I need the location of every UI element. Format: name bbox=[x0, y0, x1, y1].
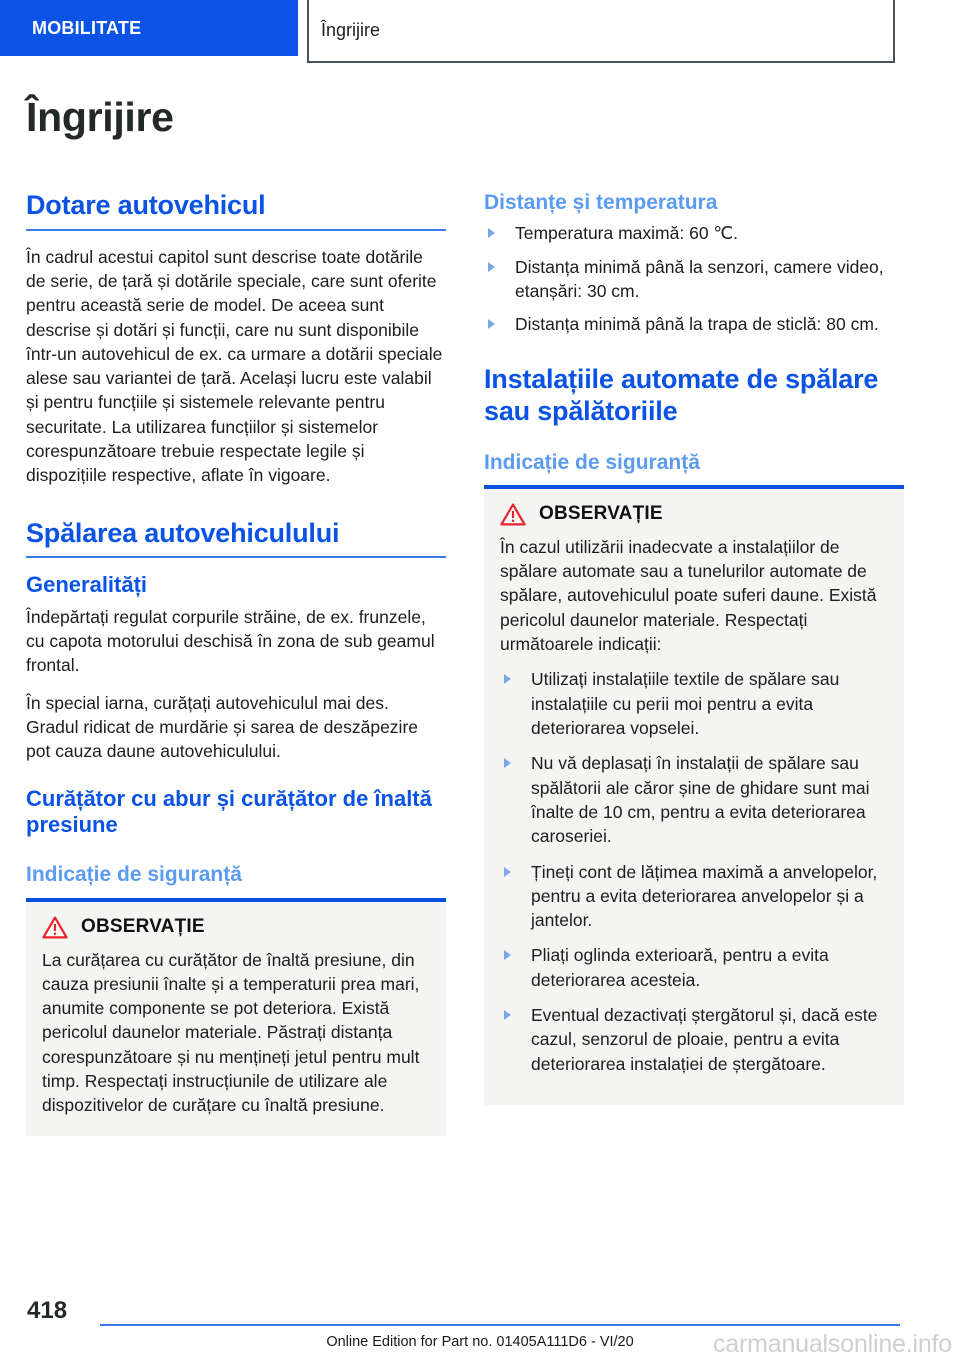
page-header bbox=[0, 0, 960, 64]
safety-heading-right: Indicație de siguranță bbox=[484, 450, 700, 474]
list-notice-instructions bbox=[500, 667, 888, 1076]
list-item bbox=[500, 1003, 888, 1076]
list-item-text: Utilizați instalațiile textile de spălare sau instalațiile cu perii moi pentru a evita deteriorarea vopselei. bbox=[531, 669, 840, 738]
heading-distante-si-temperatura: Distanțe și temperatura bbox=[484, 191, 718, 214]
triangle-bullet-icon bbox=[504, 674, 511, 684]
list-distante-temperatura bbox=[484, 221, 904, 336]
subheading-generalitati: Generalități bbox=[26, 572, 148, 598]
list-item-text: Pliați oglinda exterioară, pentru a evita deteriorarea acesteia. bbox=[531, 945, 829, 990]
warning-triangle-icon bbox=[500, 503, 526, 526]
subheading-curatator-abur: Curățător cu abur și curățător de înaltă presiune bbox=[26, 785, 432, 837]
heading-dotare-autovehicul: Dotare autovehicul bbox=[26, 190, 266, 220]
safety-heading-left: Indicație de siguranță bbox=[26, 863, 242, 887]
list-item bbox=[484, 255, 904, 304]
triangle-bullet-icon bbox=[488, 319, 495, 329]
page-number: 418 bbox=[27, 1297, 68, 1324]
paragraph-dotare-intro: În cadrul acestui capitol sunt descrise toate dotările de serie, de țară și dotările speciale, care sunt oferite pentru această serie de model. De aceea sunt descrise și dotări și funcții, care nu sunt disponibile într-un autovehicul de ex. ca urmare a dotării speciale alese sau variantei de țară. Același lucru este valabil și pentru funcțiile și sistemele relevante pentru securitate. La utilizarea funcțiilor și sistemelor corespunzătoare trebuie respectate legile și dispozițiile respective, aflate în vigoare. bbox=[26, 246, 443, 486]
paragraph-generalitati-2: În special iarna, curățați autovehiculul mai des. Gradul ridicat de murdărie și sarea de deszăpezire pot cauza daune autovehiculului. bbox=[26, 692, 418, 762]
list-item bbox=[500, 943, 888, 992]
heading-instalatiile-automate: Instalațiile automate de spălare sau spălătoriile bbox=[484, 364, 879, 427]
right-column bbox=[484, 190, 904, 1105]
list-item-text: Distanța minimă până la trapa de sticlă: 80 cm. bbox=[515, 314, 879, 335]
list-item bbox=[484, 221, 904, 245]
list-item-text: Temperatura maximă: 60 ℃. bbox=[515, 223, 738, 244]
triangle-bullet-icon bbox=[504, 758, 511, 768]
heading-rule bbox=[26, 229, 446, 231]
notice-title-right: OBSERVAȚIE bbox=[539, 503, 663, 525]
page-footer bbox=[0, 1282, 960, 1362]
list-item-text: Nu vă deplasați în instalații de spălare sau spălătorii ale căror șine de ghidare sunt mai înalte de 10 cm, pentru a evita deteriorarea caroseriei. bbox=[531, 753, 870, 847]
list-item bbox=[500, 667, 888, 740]
notice-header bbox=[500, 503, 888, 526]
paragraph-generalitati-1: Îndepărtați regulat corpurile străine, de ex. frunzele, cu capota motorului deschisă în zona de sub geamul frontal. bbox=[26, 606, 435, 676]
list-item-text: Distanța minimă până la senzori, camere video, etanșări: 30 cm. bbox=[515, 256, 884, 301]
triangle-bullet-icon bbox=[488, 228, 495, 238]
section-tab-label: Îngrijire bbox=[321, 20, 381, 40]
edition-note: Online Edition for Part no. 01405A111D6 - VI/20 bbox=[326, 1334, 634, 1350]
notice-box-right bbox=[484, 485, 904, 1105]
list-item bbox=[484, 312, 904, 336]
notice-body-left: La curățarea cu curățător de înaltă presiune, din cauza presiunii înalte și a temperaturii prea mari, anumite componente se pot deteriora. Există pericolul daunelor materiale. Păstrați distanța corespunzătoare și nu mențineți jetul pentru mult timp. Respectați instrucțiunile de utilizare ale dispozitivelor de curățare cu înaltă presiune. bbox=[42, 949, 420, 1116]
watermark: carmanualsonline.info bbox=[712, 1330, 952, 1358]
heading-rule bbox=[26, 556, 446, 558]
warning-triangle-icon bbox=[42, 916, 68, 939]
notice-header bbox=[42, 916, 430, 939]
list-item bbox=[500, 751, 888, 848]
list-item bbox=[500, 860, 888, 933]
triangle-bullet-icon bbox=[504, 1010, 511, 1020]
notice-body-right: În cazul utilizării inadecvate a instalațiilor de spălare automate sau a tunelurilor automate de spălare, autovehiculul poate suferi daune. Există pericolul daunelor materiale. Respectați următoarele indicații: bbox=[500, 536, 877, 655]
chapter-tab-label: MOBILITATE bbox=[32, 17, 142, 38]
footer-rule bbox=[100, 1324, 900, 1326]
triangle-bullet-icon bbox=[488, 262, 495, 272]
triangle-bullet-icon bbox=[504, 950, 511, 960]
triangle-bullet-icon bbox=[504, 867, 511, 877]
list-item-text: Țineți cont de lățimea maximă a anvelopelor, pentru a evita deteriorarea anvelopelor și a jantelor. bbox=[531, 861, 878, 931]
left-column bbox=[26, 190, 446, 1136]
heading-spalarea-autovehiculului: Spălarea autovehiculului bbox=[26, 517, 340, 548]
page-title: Îngrijire bbox=[26, 94, 174, 140]
list-item-text: Eventual dezactivați ștergătorul și, dacă este cazul, senzorul de ploaie, pentru a evita deteriorarea instalației de ștergătoare. bbox=[531, 1005, 878, 1074]
notice-title-left: OBSERVAȚIE bbox=[81, 916, 205, 938]
section-tab[interactable] bbox=[307, 0, 895, 63]
notice-box-left bbox=[26, 898, 446, 1136]
chapter-tab[interactable] bbox=[0, 0, 298, 56]
